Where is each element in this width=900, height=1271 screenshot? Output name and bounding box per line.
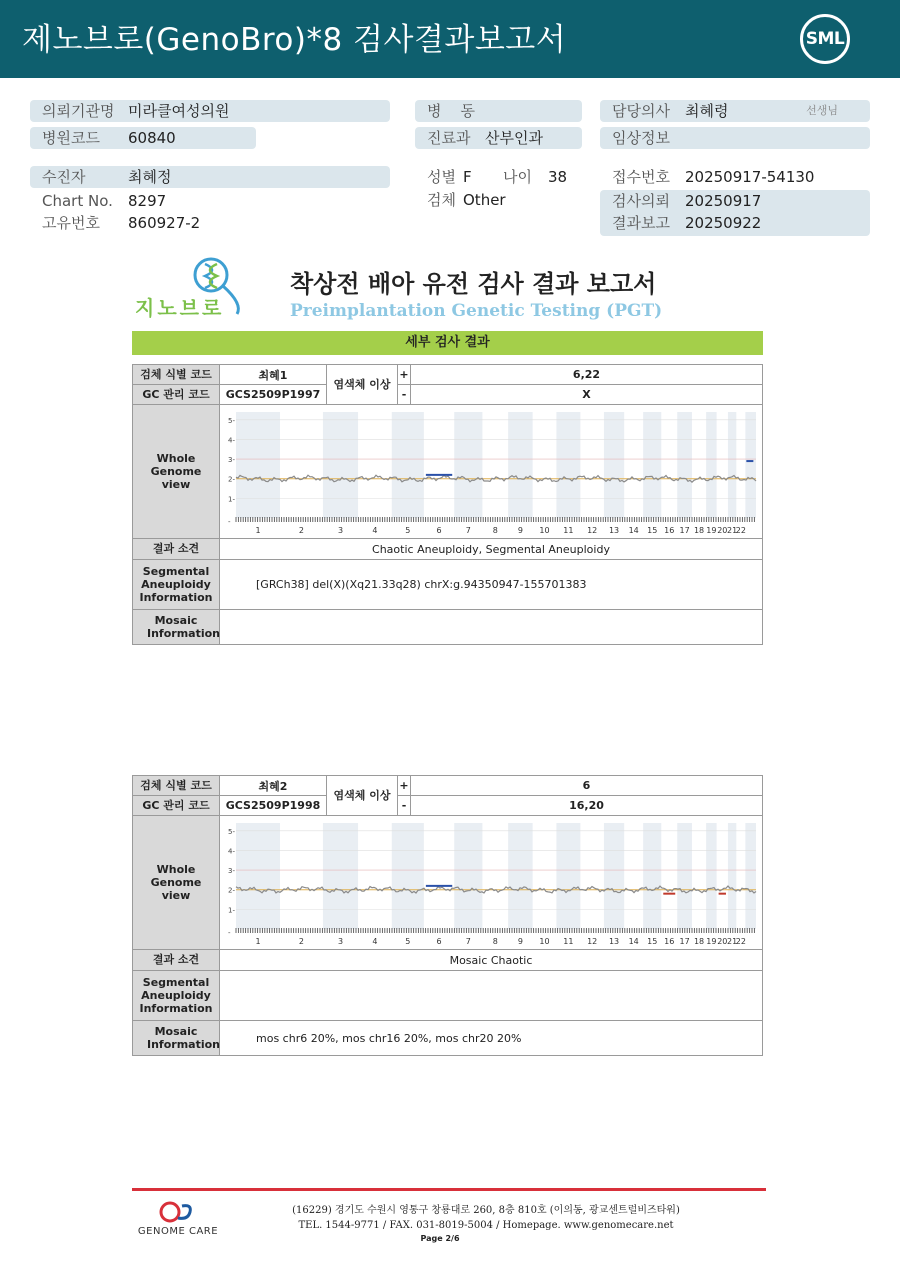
x-tick-label: 16 [664,936,675,946]
label-segmental: Segmental Aneuploidy Information [133,560,220,610]
label-specimen-code: 검체 식별 코드 [133,776,220,796]
value-sex: F [463,168,472,186]
y-tick-label: 3- [228,866,235,875]
label-clinical-info: 임상정보 [612,129,670,147]
footer-address [290,1203,682,1233]
x-tick-label: 9 [517,936,523,946]
chromosome-band [604,412,624,518]
chromosome-band [677,412,692,518]
x-tick-label: 10 [539,936,550,946]
x-tick-label: 16 [664,525,675,535]
y-tick-label: - [228,517,231,526]
genobro-logo [133,256,248,318]
plus-value: 6,22 [411,365,763,385]
x-tick-label: 11 [563,936,574,946]
label-chrom-abnormal: 염색체 이상 [327,365,398,405]
x-tick-label: 19 [706,525,717,535]
label-request-date: 검사의뢰 [612,192,670,210]
chromosome-band [728,412,736,518]
x-tick-label: 21 [727,936,738,946]
value-hospital: 미라클여성의원 [128,102,230,120]
x-tick-label: 22 [735,525,746,535]
x-tick-label: 1 [255,936,261,946]
chromosome-band [728,823,736,929]
label-ward: 병 동 [427,102,476,120]
table-row [133,405,763,539]
x-tick-label: 5 [405,525,411,535]
chromosome-band [706,823,716,929]
value-doctor: 최혜령 [685,102,729,120]
label-sex: 성별 [427,168,456,186]
contact-line: TEL. 1544-9771 / FAX. 031-8019-5004 / Homepage. www.genomecare.net [298,1220,674,1231]
finding-value: Mosaic Chaotic [220,950,763,971]
plus-sign: + [398,365,411,385]
value-age: 38 [548,168,568,186]
x-tick-label: 15 [647,936,658,946]
x-tick-label: 19 [706,936,717,946]
y-tick-label: 5- [228,416,235,425]
table-row [133,776,763,796]
report-title: 제노브로(GenoBro)*8 검사결과보고서 [22,22,567,58]
chromosome-band [236,823,280,929]
value-unique-no: 860927-2 [128,214,201,232]
x-tick-label: 14 [628,936,639,946]
chromosome-band [556,412,580,518]
label-whole-genome: Whole Genome view [133,405,220,539]
whole-genome-chart-cell [220,405,763,539]
label-gc-code: GC 관리 코드 [133,796,220,816]
y-tick-label: 1- [228,494,235,503]
x-tick-label: 6 [436,525,442,535]
segmental-value: [GRCh38] del(X)(Xq21.33q28) chrX:g.94350947-155701383 [220,560,763,610]
field-name [30,166,390,188]
field-chart-no [30,190,390,212]
footer-divider [132,1188,766,1191]
label-name: 수진자 [42,168,86,186]
result-table-2 [132,775,763,1056]
field-specimen [415,189,585,211]
x-tick-label: 11 [563,525,574,535]
chromosome-band [604,823,624,929]
table-row [133,365,763,385]
x-tick-label: 20 [717,525,728,535]
label-segmental: Segmental Aneuploidy Information [133,971,220,1021]
whole-genome-chart-cell [220,816,763,950]
chromosome-band [236,412,280,518]
y-tick-label: 4- [228,435,235,444]
y-tick-label: - [228,928,231,937]
doctor-suffix: 선생님 [806,104,838,117]
chromosome-band [745,823,756,929]
x-tick-label: 7 [465,525,471,535]
x-tick-label: 4 [372,936,378,946]
address-line: (16229) 경기도 수원시 영통구 창룡대로 260, 8층 810호 (이의동, 광교센트럴비즈타워) [292,1205,680,1216]
plus-value: 6 [411,776,763,796]
label-chart-no: Chart No. [42,192,113,210]
table-row [133,1021,763,1056]
x-tick-label: 13 [608,525,620,535]
chromosome-band [706,412,716,518]
chromosome-band [392,412,424,518]
minus-sign: - [398,385,411,405]
chromosome-band [508,412,532,518]
field-ward [415,100,582,122]
genome-care-logo [132,1200,224,1244]
label-finding: 결과 소견 [133,539,220,560]
label-finding: 결과 소견 [133,950,220,971]
label-specimen-code: 검체 식별 코드 [133,365,220,385]
value-chart-no: 8297 [128,192,167,210]
table-row [133,950,763,971]
y-tick-label: 2- [228,475,235,484]
value-hospital-code: 60840 [128,129,176,147]
chromosome-band [556,823,580,929]
label-chrom-abnormal: 염색체 이상 [327,776,398,816]
x-tick-label: 7 [465,936,471,946]
field-sex-age [415,166,585,188]
x-tick-label: 2 [298,525,305,535]
sml-logo [800,14,850,64]
y-tick-label: 4- [228,846,235,855]
gc-code-value: GCS2509P1998 [220,796,327,816]
y-tick-label: 1- [228,905,235,914]
chromosome-band [508,823,532,929]
x-tick-label: 2 [298,936,305,946]
field-department [415,127,582,149]
table-row [133,796,763,816]
value-specimen: Other [463,191,506,209]
chromosome-band [745,412,756,518]
report-header [0,0,900,78]
y-tick-label: 3- [228,455,235,464]
genome-care-brand: GENOME CARE [137,1226,219,1237]
sml-logo-text: SML [805,29,845,49]
label-hospital: 의뢰기관명 [42,102,115,120]
label-report-date: 결과보고 [612,214,670,232]
x-tick-label: 6 [436,936,442,946]
x-tick-label: 17 [679,936,690,946]
x-tick-label: 22 [735,936,746,946]
page-number: Page 2/6 [420,1234,460,1243]
x-tick-label: 8 [492,525,498,535]
table-row [133,971,763,1021]
chromosome-band [677,823,692,929]
x-tick-label: 3 [337,936,344,946]
value-receipt-no: 20250917-54130 [685,168,815,186]
field-hospital-code [30,127,256,149]
finding-value: Chaotic Aneuploidy, Segmental Aneuploidy [220,539,763,560]
label-whole-genome: Whole Genome view [133,816,220,950]
chromosome-band [454,412,482,518]
chromosome-band [454,823,482,929]
label-hospital-code: 병원코드 [42,129,100,147]
whole-genome-chart [220,406,762,538]
field-request-date [600,190,870,212]
x-tick-label: 20 [717,936,728,946]
genome-care-icon [132,1200,224,1226]
label-gc-code: GC 관리 코드 [133,385,220,405]
x-tick-label: 12 [587,936,598,946]
x-tick-label: 21 [727,525,738,535]
label-mosaic: Mosaic Information [133,610,220,645]
report-title-ko: 착상전 배아 유전 검사 결과 보고서 [290,270,657,298]
label-mosaic: Mosaic Information [133,1021,220,1056]
x-tick-label: 14 [628,525,639,535]
value-name: 최혜정 [128,168,172,186]
minus-value: X [411,385,763,405]
x-tick-label: 4 [372,525,378,535]
field-receipt-no [600,166,870,188]
x-tick-label: 10 [539,525,550,535]
x-tick-label: 18 [693,936,705,946]
x-tick-label: 17 [679,525,690,535]
table-row [133,385,763,405]
specimen-code-value: 최혜2 [220,776,327,796]
table-row [133,560,763,610]
label-age: 나이 [503,168,532,186]
x-tick-label: 18 [693,525,705,535]
chromosome-band [643,823,661,929]
chromosome-band [643,412,661,518]
specimen-code-value: 최혜1 [220,365,327,385]
label-doctor: 담당의사 [612,102,670,120]
table-row [133,610,763,645]
x-tick-label: 12 [587,525,598,535]
y-tick-label: 5- [228,827,235,836]
field-unique-no [30,212,390,234]
chromosome-band [323,823,358,929]
field-report-date [600,212,870,236]
label-receipt-no: 접수번호 [612,168,670,186]
label-unique-no: 고유번호 [42,214,100,232]
label-department: 진료과 [427,129,471,147]
x-tick-label: 5 [405,936,411,946]
value-report-date: 20250922 [685,214,762,232]
x-tick-label: 3 [337,525,344,535]
table-row [133,816,763,950]
result-table-1 [132,364,763,645]
minus-sign: - [398,796,411,816]
section-title: 세부 검사 결과 [132,331,763,355]
value-request-date: 20250917 [685,192,762,210]
chromosome-band [392,823,424,929]
mosaic-value: mos chr6 20%, mos chr16 20%, mos chr20 20% [220,1021,763,1056]
field-clinical-info [600,127,870,149]
label-specimen: 검체 [427,191,456,209]
x-tick-label: 1 [255,525,261,535]
table-row [133,539,763,560]
mosaic-value [220,610,763,645]
x-tick-label: 13 [608,936,620,946]
y-tick-label: 2- [228,886,235,895]
segmental-value [220,971,763,1021]
whole-genome-chart [220,817,762,949]
field-hospital [30,100,390,122]
chromosome-band [323,412,358,518]
minus-value: 16,20 [411,796,763,816]
plus-sign: + [398,776,411,796]
x-tick-label: 8 [492,936,498,946]
x-tick-label: 15 [647,525,658,535]
genobro-logo-text: 지노브로 [135,296,225,320]
field-doctor [600,100,870,122]
value-department: 산부인과 [485,129,543,147]
report-title-en: Preimplantation Genetic Testing (PGT) [290,301,663,321]
gc-code-value: GCS2509P1997 [220,385,327,405]
x-tick-label: 9 [517,525,523,535]
